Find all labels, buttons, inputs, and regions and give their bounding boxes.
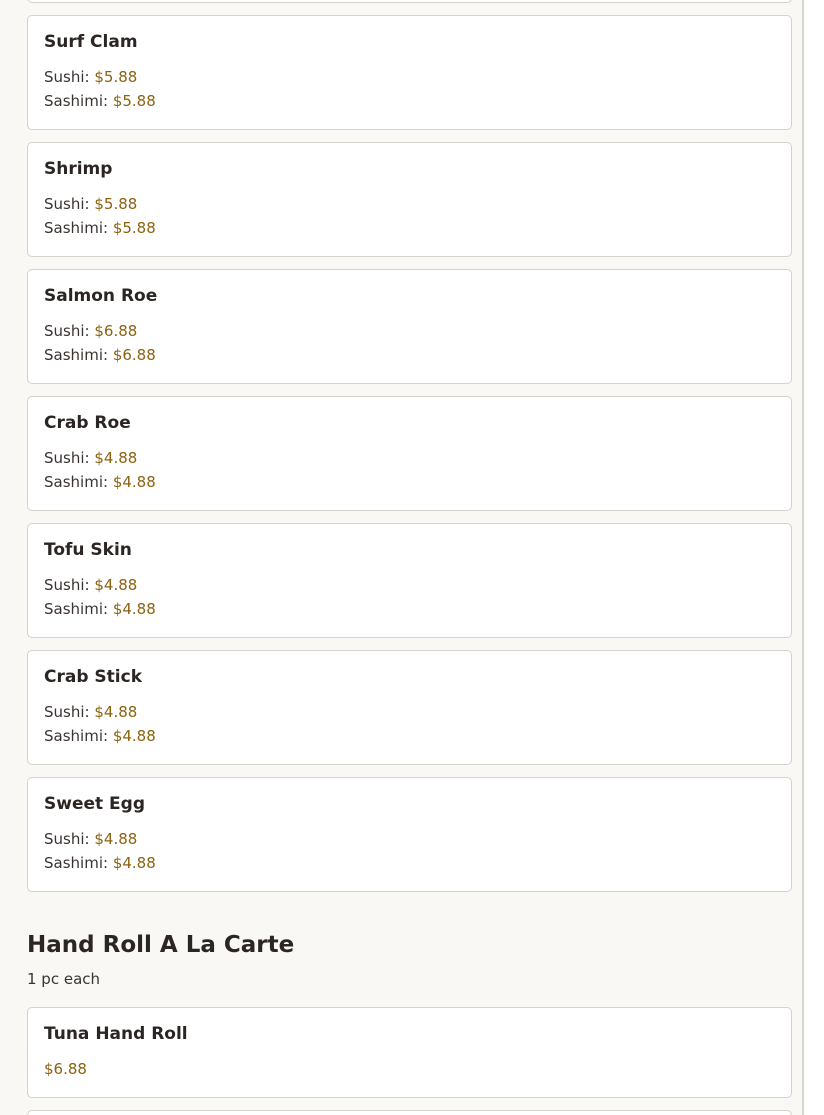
sushi-price-line bbox=[44, 701, 137, 723]
sushi-label: Sushi: bbox=[44, 449, 90, 467]
sushi-price-line bbox=[44, 66, 137, 88]
sashimi-price: $5.88 bbox=[112, 219, 156, 237]
sashimi-price-line bbox=[44, 471, 156, 493]
sushi-label: Sushi: bbox=[44, 322, 90, 340]
menu-item-name: Crab Roe bbox=[44, 413, 131, 433]
menu-item-name: Shrimp bbox=[44, 159, 113, 179]
menu-item-price: $6.88 bbox=[44, 1060, 87, 1078]
sashimi-price: $5.88 bbox=[112, 92, 156, 110]
sashimi-price: $4.88 bbox=[112, 727, 156, 745]
menu-item-card bbox=[27, 523, 792, 638]
sashimi-price-line bbox=[44, 852, 156, 874]
menu-item-name: Sweet Egg bbox=[44, 794, 146, 814]
sushi-price: $4.88 bbox=[94, 576, 138, 594]
menu-item-card bbox=[27, 396, 792, 511]
sashimi-price-line bbox=[44, 217, 156, 239]
sushi-price: $4.88 bbox=[94, 830, 138, 848]
menu-item-card bbox=[27, 15, 792, 130]
sashimi-price: $6.88 bbox=[112, 346, 156, 364]
sushi-price: $5.88 bbox=[94, 195, 138, 213]
section-subtitle: 1 pc each bbox=[27, 970, 101, 988]
menu-item-card-partial bbox=[27, 0, 792, 3]
menu-item-card bbox=[27, 142, 792, 257]
sashimi-price-line bbox=[44, 598, 156, 620]
sashimi-label: Sashimi: bbox=[44, 727, 109, 745]
sushi-price-line bbox=[44, 574, 137, 596]
sashimi-price: $4.88 bbox=[112, 854, 156, 872]
sushi-price-line bbox=[44, 828, 137, 850]
sushi-label: Sushi: bbox=[44, 576, 90, 594]
menu-item-card bbox=[27, 650, 792, 765]
sashimi-label: Sashimi: bbox=[44, 854, 109, 872]
sushi-label: Sushi: bbox=[44, 68, 90, 86]
sushi-price: $5.88 bbox=[94, 68, 138, 86]
sashimi-price: $4.88 bbox=[112, 473, 156, 491]
menu-item-name: Crab Stick bbox=[44, 667, 142, 687]
sashimi-label: Sashimi: bbox=[44, 600, 109, 618]
sushi-price: $4.88 bbox=[94, 449, 138, 467]
menu-item-name: Tuna Hand Roll bbox=[44, 1024, 188, 1044]
sushi-price: $4.88 bbox=[94, 703, 138, 721]
sushi-price: $6.88 bbox=[94, 322, 138, 340]
sushi-price-line bbox=[44, 320, 137, 342]
sashimi-price-line bbox=[44, 344, 156, 366]
sashimi-label: Sashimi: bbox=[44, 92, 109, 110]
sushi-label: Sushi: bbox=[44, 703, 90, 721]
sushi-price-line bbox=[44, 193, 137, 215]
sashimi-price: $4.88 bbox=[112, 600, 156, 618]
sashimi-label: Sashimi: bbox=[44, 346, 109, 364]
sushi-price-line bbox=[44, 447, 137, 469]
menu-item-name: Surf Clam bbox=[44, 32, 138, 52]
sushi-label: Sushi: bbox=[44, 830, 90, 848]
sashimi-price-line bbox=[44, 90, 156, 112]
menu-item-name: Salmon Roe bbox=[44, 286, 158, 306]
menu-item-card-partial bbox=[27, 1110, 792, 1115]
sushi-label: Sushi: bbox=[44, 195, 90, 213]
menu-item-card bbox=[27, 1007, 792, 1098]
menu-item-card bbox=[27, 269, 792, 384]
section-title: Hand Roll A La Carte bbox=[27, 932, 295, 958]
sashimi-price-line bbox=[44, 725, 156, 747]
menu-item-name: Tofu Skin bbox=[44, 540, 132, 560]
sashimi-label: Sashimi: bbox=[44, 219, 109, 237]
sashimi-label: Sashimi: bbox=[44, 473, 109, 491]
menu-item-card bbox=[27, 777, 792, 892]
